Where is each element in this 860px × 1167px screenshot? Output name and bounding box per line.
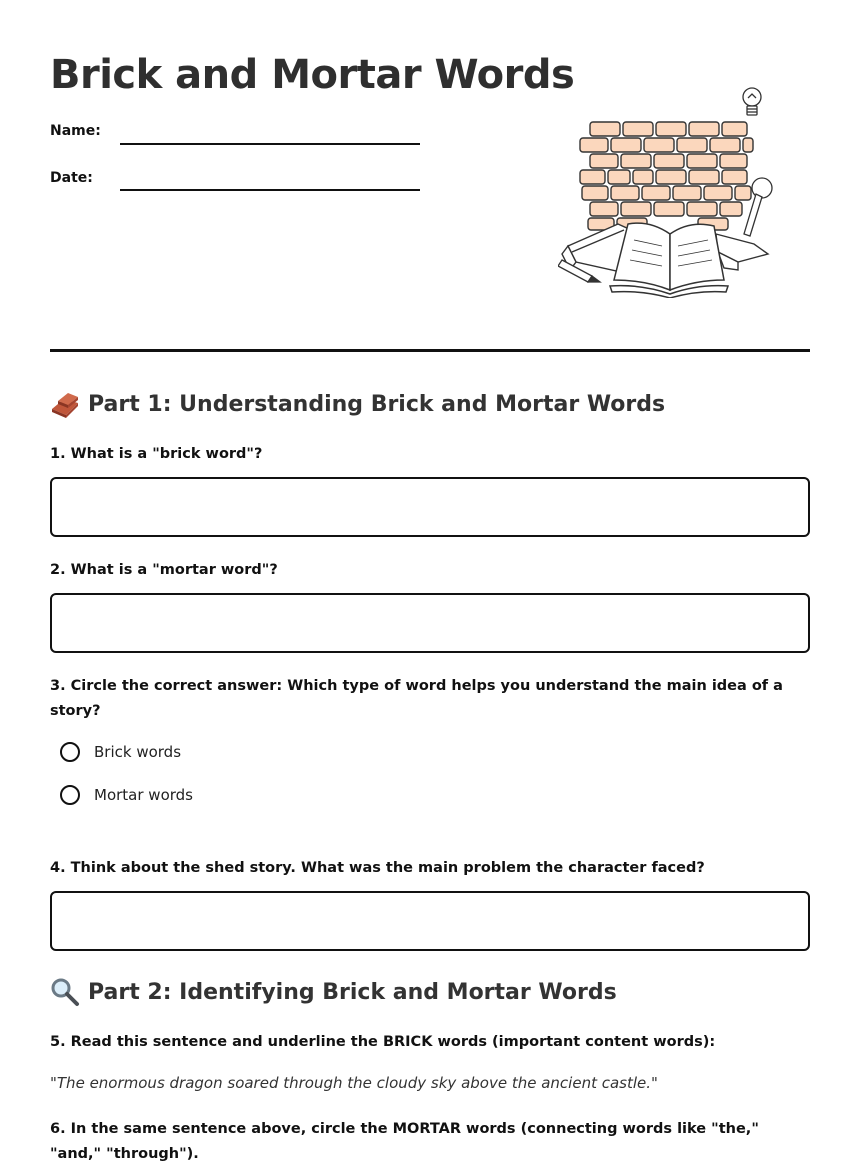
name-field[interactable] [120, 143, 420, 145]
worksheet-title: Brick and Mortar Words [50, 52, 575, 98]
radio-button[interactable] [60, 785, 80, 805]
question-1: 1. What is a "brick word"? [50, 446, 263, 462]
option-mortar-words[interactable] [60, 785, 193, 805]
question-2: 2. What is a "mortar word"? [50, 562, 278, 578]
option-brick-words[interactable] [60, 742, 181, 762]
brick-wall-books-illustration [558, 84, 780, 298]
option-label: Brick words [94, 743, 182, 761]
date-field[interactable] [120, 189, 420, 191]
answer-box-1[interactable] [50, 477, 810, 537]
part2-heading [50, 977, 617, 1007]
part1-title: Part 1: Understanding Brick and Mortar Words [88, 391, 666, 417]
radio-button[interactable] [60, 742, 80, 762]
example-sentence: "The enormous dragon soared through the cloudy sky above the ancient castle." [50, 1074, 658, 1092]
brick-icon [50, 389, 80, 419]
section-divider [50, 349, 810, 352]
date-label: Date: [50, 170, 93, 186]
question-5: 5. Read this sentence and underline the BRICK words (important content words): [50, 1034, 716, 1050]
part1-heading [50, 389, 665, 419]
answer-box-4[interactable] [50, 891, 810, 951]
magnifying-glass-icon [50, 977, 80, 1007]
question-6: 6. In the same sentence above, circle the MORTAR words (connecting words like "the," "and," "through"). [50, 1121, 759, 1162]
part2-title: Part 2: Identifying Brick and Mortar Words [88, 979, 617, 1005]
option-label: Mortar words [94, 786, 193, 804]
answer-box-2[interactable] [50, 593, 810, 653]
question-3: 3. Circle the correct answer: Which type of word helps you understand the main idea of a story? [50, 678, 783, 719]
name-label: Name: [50, 123, 101, 139]
question-4: 4. Think about the shed story. What was the main problem the character faced? [50, 860, 705, 876]
